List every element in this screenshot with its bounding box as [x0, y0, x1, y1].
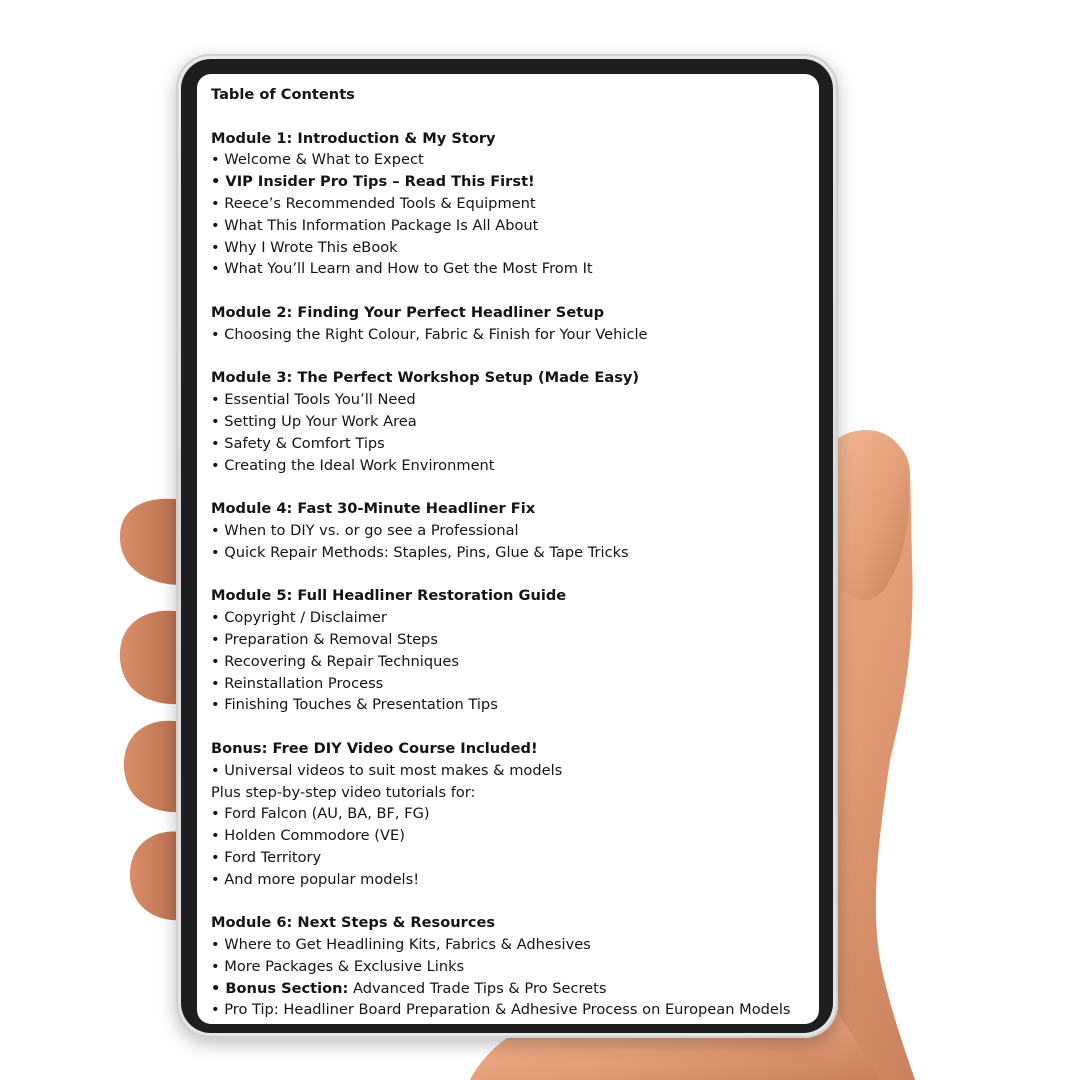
list-item: • Safety & Comfort Tips [211, 434, 385, 452]
list-item: • Ford Falcon (AU, BA, BF, FG) [211, 805, 430, 823]
module-1 [211, 128, 811, 281]
list-item: • Universal videos to suit most makes & models [211, 761, 563, 779]
module-heading: Module 1: Introduction & My Story [211, 129, 496, 147]
list-item: • Choosing the Right Colour, Fabric & Finish for Your Vehicle [211, 325, 648, 343]
list-item: • Recovering & Repair Techniques [211, 652, 459, 670]
finger-2 [120, 611, 182, 704]
list-item: • Pro Tip: Headliner Board Preparation & Adhesive Process on European Models [211, 1001, 791, 1019]
toc-title: Table of Contents [211, 86, 355, 103]
list-item: • Essential Tools You’ll Need [211, 391, 416, 409]
module-heading: Module 4: Fast 30-Minute Headliner Fix [211, 500, 536, 518]
module-heading: Module 3: The Perfect Workshop Setup (Made Easy) [211, 369, 640, 387]
bonus-module [211, 738, 811, 891]
module-5 [211, 585, 811, 716]
list-item: • Copyright / Disclaimer [211, 609, 387, 627]
finger-1 [120, 499, 182, 585]
module-3 [211, 367, 811, 476]
list-item-highlight: • VIP Insider Pro Tips – Read This First! [211, 173, 535, 191]
list-item-text: Advanced Trade Tips & Pro Secrets [348, 979, 607, 997]
finger-4 [130, 831, 182, 920]
list-item: • Ford Territory [211, 848, 322, 866]
module-heading: Module 2: Finding Your Perfect Headliner Setup [211, 303, 605, 321]
list-item: • More Packages & Exclusive Links [211, 957, 465, 975]
finger-3 [124, 721, 182, 812]
module-2 [211, 302, 811, 346]
list-item: • What This Information Package Is All About [211, 216, 539, 234]
list-item: • Welcome & What to Expect [211, 151, 424, 169]
list-item: • Preparation & Removal Steps [211, 630, 438, 648]
list-item: • Reinstallation Process [211, 674, 384, 692]
list-item: • Quick Repair Methods: Staples, Pins, Glue & Tape Tricks [211, 543, 629, 561]
list-item: • Creating the Ideal Work Environment [211, 456, 495, 474]
list-item: • When to DIY vs. or go see a Professional [211, 521, 519, 539]
list-item: • What You’ll Learn and How to Get the Most From It [211, 260, 593, 278]
tablet-screen [197, 74, 819, 1024]
list-item-lead: • Bonus Section: [211, 979, 349, 997]
list-item-with-lead [211, 978, 811, 1000]
module-4 [211, 498, 811, 563]
module-heading: Module 6: Next Steps & Resources [211, 914, 496, 932]
module-heading: Module 5: Full Headliner Restoration Guide [211, 587, 567, 605]
list-item: • Finishing Touches & Presentation Tips [211, 696, 498, 714]
table-of-contents [211, 84, 811, 1024]
module-heading: Bonus: Free DIY Video Course Included! [211, 739, 538, 757]
module-6 [211, 912, 811, 1021]
list-item: • Why I Wrote This eBook [211, 238, 398, 256]
list-item: • Where to Get Headlining Kits, Fabrics & Adhesives [211, 936, 591, 954]
list-item: • Reece’s Recommended Tools & Equipment [211, 194, 536, 212]
list-item: • And more popular models! [211, 870, 420, 888]
list-intro-line: Plus step-by-step video tutorials for: [211, 783, 476, 801]
list-item: • Holden Commodore (VE) [211, 827, 405, 845]
list-item: • Setting Up Your Work Area [211, 412, 417, 430]
